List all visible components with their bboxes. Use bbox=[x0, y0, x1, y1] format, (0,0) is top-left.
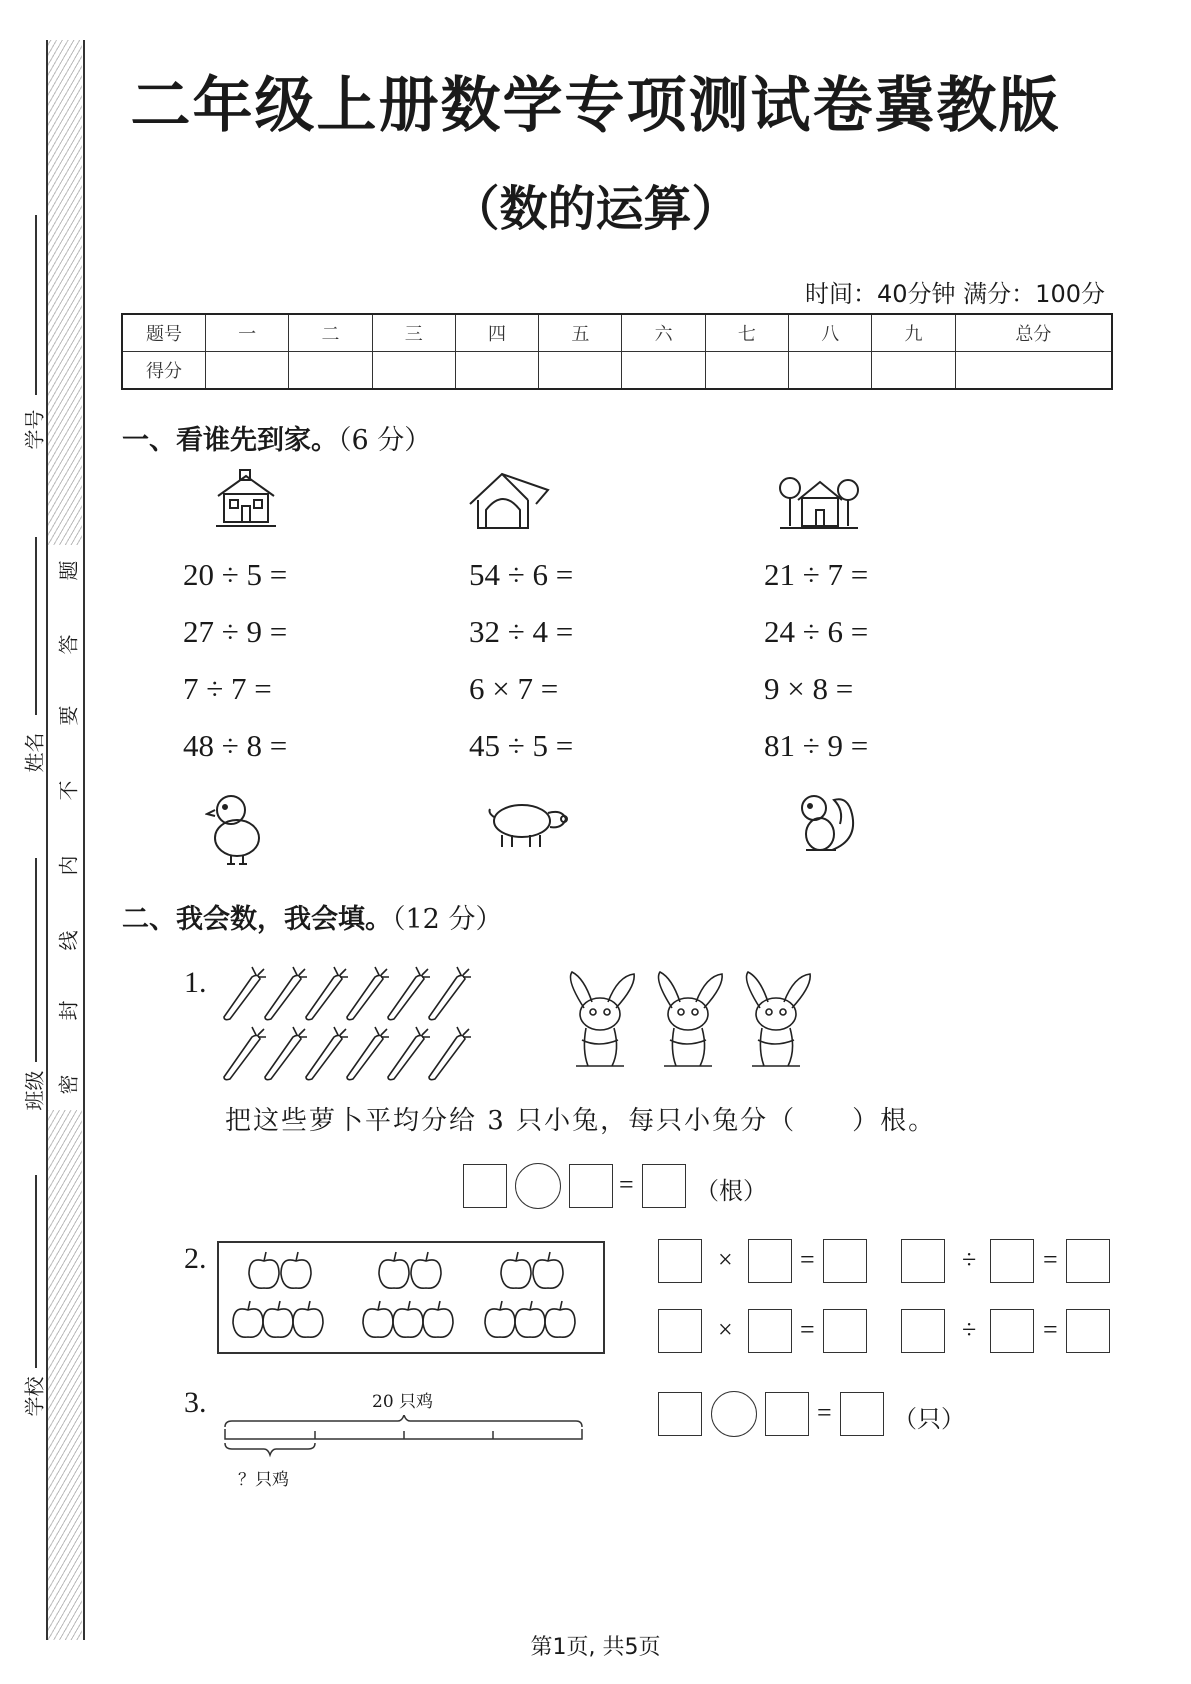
score-cell[interactable] bbox=[789, 352, 872, 390]
apple-icon bbox=[393, 1301, 423, 1337]
question-number: 3. bbox=[184, 1386, 207, 1419]
answer-box[interactable] bbox=[569, 1164, 613, 1208]
score-cell[interactable] bbox=[705, 352, 788, 390]
carrot-icon bbox=[388, 1027, 430, 1080]
carrot-icon bbox=[429, 967, 471, 1020]
margin-line-inner bbox=[83, 40, 85, 1640]
header-cell: 总分 bbox=[955, 314, 1112, 352]
divide-sign: ÷ bbox=[962, 1245, 977, 1274]
apple-icon bbox=[533, 1252, 563, 1288]
carrot-icon bbox=[265, 967, 307, 1020]
equals-sign: = bbox=[1043, 1315, 1058, 1344]
carrot-icon bbox=[306, 967, 348, 1020]
header-cell: 六 bbox=[622, 314, 705, 352]
header-cell: 二 bbox=[289, 314, 372, 352]
answer-box[interactable] bbox=[748, 1239, 792, 1283]
equation: 6 × 7 = bbox=[469, 671, 559, 706]
equation: 20 ÷ 5 = bbox=[183, 557, 288, 592]
answer-box[interactable] bbox=[658, 1392, 702, 1436]
equation: 7 ÷ 7 = bbox=[183, 671, 272, 706]
class-blank-line[interactable] bbox=[35, 858, 37, 1062]
rabbit-icon bbox=[659, 972, 723, 1066]
apple-icon bbox=[411, 1252, 441, 1288]
answer-box[interactable] bbox=[748, 1309, 792, 1353]
margin-field-class: 班级 bbox=[22, 1070, 47, 1111]
answer-box[interactable] bbox=[1066, 1309, 1110, 1353]
part-label: ？只鸡 bbox=[238, 1470, 289, 1490]
answer-box[interactable] bbox=[901, 1309, 945, 1353]
section1-heading bbox=[122, 418, 431, 457]
seal-char: 内 bbox=[56, 855, 81, 876]
apple-icon bbox=[263, 1301, 293, 1337]
answer-box[interactable] bbox=[823, 1309, 867, 1353]
answer-box[interactable] bbox=[765, 1392, 809, 1436]
apple-icon bbox=[423, 1301, 453, 1337]
rabbits-illustration bbox=[562, 970, 830, 1080]
seal-char: 封 bbox=[56, 1000, 81, 1021]
score-table-header-row bbox=[122, 314, 1112, 352]
operator-circle[interactable] bbox=[515, 1163, 561, 1209]
header-cell: 一 bbox=[206, 314, 289, 352]
score-cell[interactable] bbox=[539, 352, 622, 390]
time-info: 时间：40分钟 满分：100分 bbox=[805, 280, 1105, 308]
score-cell[interactable] bbox=[455, 352, 538, 390]
seal-char: 要 bbox=[56, 705, 81, 726]
equation: 54 ÷ 6 = bbox=[469, 557, 574, 592]
answer-box[interactable] bbox=[463, 1164, 507, 1208]
answer-box[interactable] bbox=[990, 1239, 1034, 1283]
name-blank-line[interactable] bbox=[35, 537, 37, 715]
apples-illustration bbox=[217, 1241, 605, 1354]
header-cell: 四 bbox=[455, 314, 538, 352]
margin-field-student-id: 学号 bbox=[22, 409, 47, 450]
header-cell: 八 bbox=[789, 314, 872, 352]
operator-circle[interactable] bbox=[711, 1391, 757, 1437]
rabbit-icon bbox=[571, 972, 635, 1066]
times-sign: × bbox=[718, 1315, 733, 1344]
rabbit-icon bbox=[747, 972, 811, 1066]
answer-box[interactable] bbox=[642, 1164, 686, 1208]
student-id-blank-line[interactable] bbox=[35, 215, 37, 395]
unit-label: （根） bbox=[695, 1177, 767, 1205]
answer-box[interactable] bbox=[823, 1239, 867, 1283]
equals-sign: = bbox=[817, 1398, 832, 1427]
section1-points: （6 分） bbox=[338, 425, 432, 456]
carrot-icon bbox=[347, 1027, 389, 1080]
section2-title: 二、我会数，我会填。 bbox=[122, 904, 392, 935]
score-table bbox=[121, 313, 1113, 390]
header-cell: 九 bbox=[872, 314, 955, 352]
total-label: 20 只鸡 bbox=[372, 1392, 434, 1412]
header-cell: 五 bbox=[539, 314, 622, 352]
page-footer: 第1页, 共5页 bbox=[530, 1635, 661, 1660]
carrot-icon bbox=[265, 1027, 307, 1080]
answer-box[interactable] bbox=[1066, 1239, 1110, 1283]
times-sign: × bbox=[718, 1245, 733, 1274]
answer-box[interactable] bbox=[901, 1239, 945, 1283]
apple-icon bbox=[379, 1252, 409, 1288]
carrot-icon bbox=[224, 1027, 266, 1080]
equation: 32 ÷ 4 = bbox=[469, 614, 574, 649]
equation: 81 ÷ 9 = bbox=[764, 728, 869, 763]
equals-sign: = bbox=[619, 1170, 634, 1199]
apple-icon bbox=[281, 1252, 311, 1288]
house-icon bbox=[776, 470, 862, 532]
carrot-icon bbox=[347, 967, 389, 1020]
chick-icon bbox=[205, 792, 265, 868]
score-cell[interactable] bbox=[372, 352, 455, 390]
carrot-icon bbox=[429, 1027, 471, 1080]
equation: 27 ÷ 9 = bbox=[183, 614, 288, 649]
score-cell[interactable] bbox=[206, 352, 289, 390]
equation: 21 ÷ 7 = bbox=[764, 557, 869, 592]
segment-diagram bbox=[222, 1415, 588, 1460]
score-cell[interactable] bbox=[622, 352, 705, 390]
school-blank-line[interactable] bbox=[35, 1175, 37, 1368]
pig-icon bbox=[486, 795, 572, 851]
house-icon bbox=[466, 470, 552, 532]
hatch-bottom bbox=[48, 1110, 82, 1640]
carrots-illustration bbox=[222, 965, 480, 1085]
question-number: 2. bbox=[184, 1242, 207, 1275]
divide-sign: ÷ bbox=[962, 1315, 977, 1344]
answer-box[interactable] bbox=[658, 1309, 702, 1353]
seal-char: 题 bbox=[56, 560, 81, 581]
answer-box[interactable] bbox=[840, 1392, 884, 1436]
apple-icon bbox=[363, 1301, 393, 1337]
equation: 48 ÷ 8 = bbox=[183, 728, 288, 763]
answer-box[interactable] bbox=[990, 1309, 1034, 1353]
header-cell: 七 bbox=[705, 314, 788, 352]
question1-sentence: 把这些萝卜平均分给 3 只小兔，每只小兔分（ ）根。 bbox=[225, 1106, 937, 1136]
seal-char: 不 bbox=[56, 780, 81, 801]
apple-icon bbox=[515, 1301, 545, 1337]
equals-sign: = bbox=[1043, 1245, 1058, 1274]
score-cell[interactable] bbox=[289, 352, 372, 390]
squirrel-icon bbox=[792, 790, 860, 856]
seal-char: 密 bbox=[56, 1074, 81, 1095]
question-number: 1. bbox=[184, 966, 207, 999]
section2-points: （12 分） bbox=[392, 904, 503, 935]
apple-icon bbox=[249, 1252, 279, 1288]
seal-char: 线 bbox=[56, 930, 81, 951]
row-label: 得分 bbox=[122, 352, 206, 390]
page-subtitle: （数的运算） bbox=[451, 181, 740, 237]
equation: 24 ÷ 6 = bbox=[764, 614, 869, 649]
apple-icon bbox=[233, 1301, 263, 1337]
margin-field-school: 学校 bbox=[22, 1376, 47, 1417]
equation: 45 ÷ 5 = bbox=[469, 728, 574, 763]
answer-box[interactable] bbox=[658, 1239, 702, 1283]
carrot-icon bbox=[306, 1027, 348, 1080]
header-cell: 三 bbox=[372, 314, 455, 352]
apple-icon bbox=[293, 1301, 323, 1337]
apple-icon bbox=[501, 1252, 531, 1288]
unit-label: （只） bbox=[893, 1405, 965, 1433]
section2-heading bbox=[122, 897, 502, 936]
apple-icon bbox=[545, 1301, 575, 1337]
margin-field-name: 姓名 bbox=[22, 732, 47, 773]
seal-char: 答 bbox=[56, 634, 81, 655]
score-cell[interactable] bbox=[872, 352, 955, 390]
house-icon bbox=[212, 468, 280, 532]
equation: 9 × 8 = bbox=[764, 671, 854, 706]
section1-title: 一、看谁先到家。 bbox=[122, 425, 338, 456]
carrot-icon bbox=[388, 967, 430, 1020]
header-cell: 题号 bbox=[122, 314, 206, 352]
equals-sign: = bbox=[800, 1245, 815, 1274]
equals-sign: = bbox=[800, 1315, 815, 1344]
score-table-score-row bbox=[122, 352, 1112, 390]
carrot-icon bbox=[224, 967, 266, 1020]
page-title: 二年级上册数学专项测试卷冀教版 bbox=[130, 71, 1061, 141]
score-cell[interactable] bbox=[955, 352, 1112, 390]
apple-icon bbox=[485, 1301, 515, 1337]
